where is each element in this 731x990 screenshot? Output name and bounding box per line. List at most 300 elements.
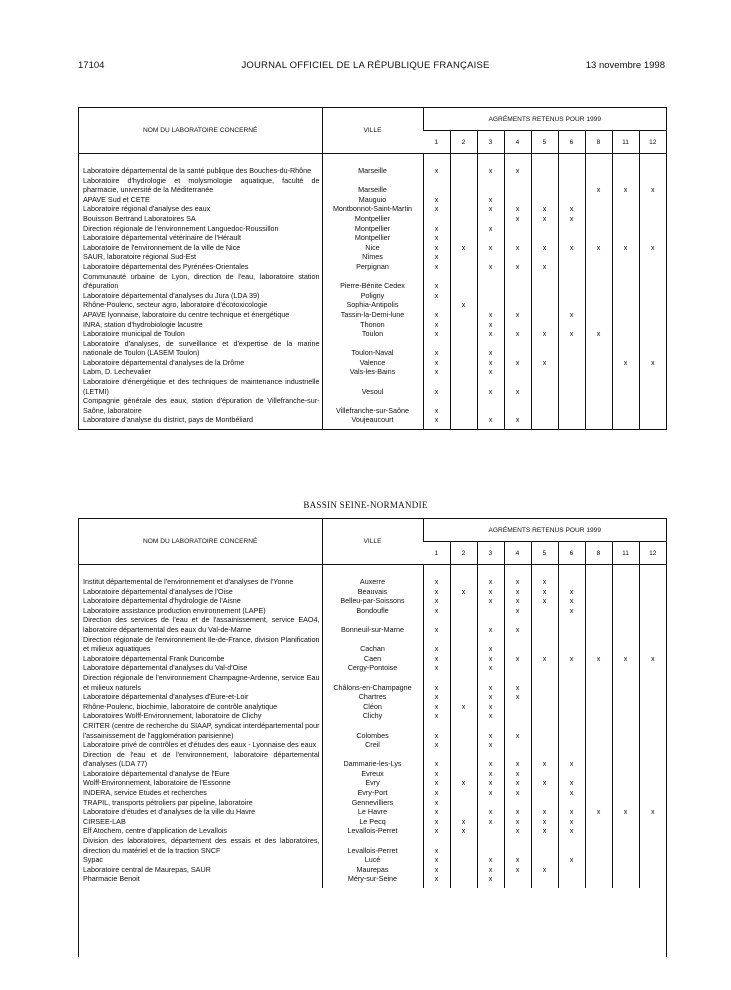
agrement-mark: x <box>531 865 558 875</box>
agrement-mark <box>585 750 612 769</box>
agrement-mark <box>639 214 666 224</box>
agrement-mark <box>558 396 585 415</box>
agrement-mark <box>639 262 666 272</box>
agrement-mark: x <box>423 836 450 855</box>
agrement-mark <box>639 224 666 234</box>
agrement-mark: x <box>477 262 504 272</box>
agrement-mark <box>612 855 639 865</box>
laboratory-city: Châlons-en-Champagne <box>322 673 423 692</box>
agrement-mark <box>477 606 504 616</box>
table-row <box>79 587 666 597</box>
agrement-mark <box>585 874 612 884</box>
table-row <box>79 740 666 750</box>
agrement-mark <box>612 673 639 692</box>
agrement-mark: x <box>585 243 612 253</box>
agrement-mark <box>585 320 612 330</box>
agrement-mark <box>639 320 666 330</box>
laboratory-name: Laboratoire départemental d'analyses de la Drôme <box>83 357 245 367</box>
agrement-mark: x <box>504 654 531 664</box>
agrement-mark: x <box>585 654 612 664</box>
agrement-mark <box>612 310 639 320</box>
laboratory-city: Méry-sur-Seine <box>322 874 423 884</box>
agrement-mark: x <box>558 788 585 798</box>
agrement-mark: x <box>558 243 585 253</box>
agrement-mark <box>639 606 666 616</box>
agrement-mark <box>504 272 531 291</box>
agrement-mark: x <box>639 807 666 817</box>
agrement-mark <box>531 224 558 234</box>
agrement-mark <box>477 272 504 291</box>
table-row <box>79 635 666 654</box>
table-row <box>79 721 666 740</box>
agrement-mark <box>639 692 666 702</box>
agrement-mark <box>477 176 504 195</box>
agrement-mark: x <box>639 654 666 664</box>
agrement-mark <box>504 291 531 301</box>
laboratory-city: Caen <box>322 654 423 664</box>
agrement-mark <box>450 654 477 664</box>
agrement-mark: x <box>477 339 504 358</box>
agrement-mark <box>558 262 585 272</box>
agrement-mark: x <box>558 214 585 224</box>
agrement-mark <box>585 577 612 587</box>
agrement-mark: x <box>477 654 504 664</box>
agrement-mark <box>612 711 639 721</box>
laboratory-name: Laboratoire d'énergétique et des techniques de maintenance industrielle (LETMI) <box>83 377 320 396</box>
agrement-mark <box>585 721 612 740</box>
agrement-mark <box>612 826 639 836</box>
agrement-mark: x <box>450 243 477 253</box>
laboratory-name: Pharmacie Benoit <box>83 874 140 884</box>
agrement-mark: x <box>504 577 531 587</box>
agrement-mark <box>477 396 504 415</box>
agrement-mark <box>558 224 585 234</box>
laboratory-name: Sypac <box>83 855 103 865</box>
agrement-mark: x <box>423 711 450 721</box>
agrement-mark <box>477 836 504 855</box>
agrement-mark: x <box>558 654 585 664</box>
agrement-mark <box>585 310 612 320</box>
agrement-mark <box>531 606 558 616</box>
section-title: BASSIN SEINE-NORMANDIE <box>303 500 428 510</box>
agrement-mark: x <box>639 243 666 253</box>
agrement-mark <box>450 233 477 243</box>
laboratory-city: Montpellier <box>322 224 423 234</box>
agrement-mark <box>639 817 666 827</box>
laboratory-city: Montpellier <box>322 233 423 243</box>
table-row <box>79 339 666 358</box>
agrement-mark <box>585 396 612 415</box>
table-row <box>79 272 666 291</box>
agrement-mark <box>504 176 531 195</box>
agrement-mark: x <box>531 587 558 597</box>
agrement-mark <box>585 769 612 779</box>
agrement-mark <box>585 711 612 721</box>
table-row <box>79 817 666 827</box>
column-header-ville: VILLE <box>322 519 423 565</box>
agrement-mark <box>450 320 477 330</box>
agrement-mark <box>450 750 477 769</box>
agrement-mark <box>612 252 639 262</box>
agrement-mark <box>585 195 612 205</box>
agrement-mark <box>639 396 666 415</box>
agrement-mark: x <box>423 195 450 205</box>
agrement-mark <box>450 214 477 224</box>
agrement-mark <box>504 252 531 262</box>
agrement-mark <box>612 769 639 779</box>
agrement-mark <box>531 176 558 195</box>
agrement-mark <box>477 252 504 262</box>
agrement-mark: x <box>477 865 504 875</box>
laboratory-name: Compagnie générale des eaux, station d'épuration de Villefranche-sur-Saône, laboratoire <box>83 396 320 415</box>
agrement-mark <box>639 673 666 692</box>
agrement-mark: x <box>504 377 531 396</box>
agrement-mark: x <box>423 740 450 750</box>
agrement-mark <box>612 596 639 606</box>
laboratory-city: Lucé <box>322 855 423 865</box>
agrement-mark: x <box>423 243 450 253</box>
agrement-mark <box>531 377 558 396</box>
agrement-mark <box>612 320 639 330</box>
agrement-mark: x <box>531 204 558 214</box>
agrement-number-header: 1 <box>423 542 450 565</box>
laboratory-city: Montpellier <box>322 214 423 224</box>
agrement-mark: x <box>423 826 450 836</box>
laboratory-city: Belleu-par-Soissons <box>322 596 423 606</box>
agrement-mark: x <box>477 320 504 330</box>
agrement-mark: x <box>504 788 531 798</box>
laboratory-city: Cachan <box>322 635 423 654</box>
agrement-mark: x <box>477 596 504 606</box>
agrement-mark: x <box>423 798 450 808</box>
agrement-mark <box>612 233 639 243</box>
agrement-mark <box>585 826 612 836</box>
agrement-mark: x <box>423 692 450 702</box>
agrement-mark <box>558 339 585 358</box>
laboratory-city: Auxerre <box>322 577 423 587</box>
agrement-mark <box>450 865 477 875</box>
agrement-number-header: 12 <box>639 131 666 154</box>
laboratory-name: Laboratoire départemental d'analyses d'Eure-et-Loir <box>83 692 249 702</box>
agrement-mark <box>558 673 585 692</box>
laboratory-city: Le Havre <box>322 807 423 817</box>
agrement-mark <box>531 711 558 721</box>
column-header-laboratoire: NOM DU LABORATOIRE CONCERNÉ <box>79 108 322 154</box>
table-row <box>79 204 666 214</box>
agrement-mark <box>639 798 666 808</box>
agrement-mark: x <box>423 673 450 692</box>
agrement-mark: x <box>477 224 504 234</box>
laboratory-name: Laboratoire de l'environnement de la ville de Nice <box>83 242 241 252</box>
agrement-mark <box>585 596 612 606</box>
agrement-mark <box>585 855 612 865</box>
agrement-mark: x <box>477 702 504 712</box>
laboratory-name: Laboratoire départemental d'analyse de l'Eure <box>83 768 230 778</box>
agrement-mark <box>531 769 558 779</box>
agrement-mark <box>639 855 666 865</box>
laboratory-city: Evreux <box>322 769 423 779</box>
agrement-mark: x <box>423 874 450 884</box>
laboratory-city: Valence <box>322 358 423 368</box>
agrement-mark: x <box>504 415 531 425</box>
laboratory-city: Poligny <box>322 291 423 301</box>
agrement-mark: x <box>477 204 504 214</box>
table-row <box>79 396 666 415</box>
agrement-mark <box>558 176 585 195</box>
agrement-mark <box>504 740 531 750</box>
agrement-mark: x <box>585 176 612 195</box>
agrement-mark <box>504 711 531 721</box>
agrement-mark: x <box>504 310 531 320</box>
laboratory-city: Maurepas <box>322 865 423 875</box>
agrement-mark: x <box>504 243 531 253</box>
agrement-mark <box>504 339 531 358</box>
laboratory-name: Laboratoire assistance production environnement (LAPE) <box>83 605 266 615</box>
agrement-mark <box>558 836 585 855</box>
agrement-mark <box>531 310 558 320</box>
agrement-mark: x <box>504 214 531 224</box>
laboratory-city: Villefranche-sur-Saône <box>322 396 423 415</box>
agrement-mark <box>612 377 639 396</box>
laboratory-city: Pierre-Bénite Cedex <box>322 272 423 291</box>
agrement-mark: x <box>423 367 450 377</box>
agrement-mark: x <box>531 358 558 368</box>
agrement-mark: x <box>423 778 450 788</box>
agrement-mark <box>612 195 639 205</box>
agrement-mark <box>639 329 666 339</box>
agrement-mark: x <box>558 817 585 827</box>
agrement-mark: x <box>423 262 450 272</box>
table-row <box>79 769 666 779</box>
agrement-mark <box>477 291 504 301</box>
agrement-mark <box>639 711 666 721</box>
agrement-mark: x <box>639 176 666 195</box>
laboratory-name: Direction régionale de l'environnement Champagne-Ardenne, service Eau et milieux naturels <box>83 672 320 692</box>
agrement-mark <box>450 272 477 291</box>
agrement-mark <box>450 358 477 368</box>
agrement-mark: x <box>477 358 504 368</box>
agrement-mark <box>450 692 477 702</box>
table-row <box>79 577 666 587</box>
agrement-mark: x <box>558 807 585 817</box>
agrement-mark <box>639 750 666 769</box>
agrement-mark <box>612 750 639 769</box>
agrement-mark: x <box>477 310 504 320</box>
agrement-mark <box>423 300 450 310</box>
laboratory-city: Bondoufle <box>322 606 423 616</box>
agrement-mark: x <box>423 377 450 396</box>
table-row <box>79 224 666 234</box>
agrement-mark: x <box>504 750 531 769</box>
agrement-mark <box>585 415 612 425</box>
agrement-mark: x <box>477 721 504 740</box>
table-row <box>79 310 666 320</box>
laboratory-name: APAVE Sud et CETE <box>83 194 150 204</box>
table-row <box>79 377 666 396</box>
agrement-mark <box>585 252 612 262</box>
agrement-mark <box>558 769 585 779</box>
agrement-mark: x <box>423 663 450 673</box>
laboratory-name: Laboratoire départemental des Pyrénées-Orientales <box>83 261 249 271</box>
agrement-mark <box>585 692 612 702</box>
agrement-mark: x <box>423 233 450 243</box>
agrement-mark: x <box>423 702 450 712</box>
agrement-mark: x <box>504 817 531 827</box>
laboratory-name: APAVE lyonnaise, laboratoire du centre technique et énergétique <box>83 309 290 319</box>
agrement-mark: x <box>423 224 450 234</box>
agrement-mark: x <box>477 329 504 339</box>
agrement-mark <box>531 396 558 415</box>
agrement-mark <box>504 300 531 310</box>
agrement-mark: x <box>504 596 531 606</box>
agrement-mark <box>450 615 477 634</box>
page-number: 17104 <box>78 60 105 71</box>
agrement-mark <box>504 874 531 884</box>
laboratory-city: Mauguio <box>322 195 423 205</box>
laboratory-name: Communauté urbaine de Lyon, direction de l'eau, laboratoire station d'épuration <box>83 271 320 291</box>
agrement-mark: x <box>477 769 504 779</box>
laboratory-city: Le Pecq <box>322 817 423 827</box>
agrement-mark <box>639 310 666 320</box>
laboratory-name: Direction régionale de l'environnement Languedoc-Roussillon <box>83 223 279 233</box>
agrement-mark <box>531 339 558 358</box>
agrement-mark <box>612 224 639 234</box>
table-row <box>79 606 666 616</box>
agrement-mark <box>477 826 504 836</box>
agrement-mark <box>504 702 531 712</box>
agrement-mark <box>450 721 477 740</box>
agrement-mark: x <box>423 166 450 176</box>
agrement-mark <box>612 577 639 587</box>
agrement-mark: x <box>423 291 450 301</box>
agrement-mark <box>531 367 558 377</box>
agrement-number-header: 8 <box>585 131 612 154</box>
agrement-mark <box>612 635 639 654</box>
agrement-mark <box>450 711 477 721</box>
table-row <box>79 596 666 606</box>
agrement-mark: x <box>531 778 558 788</box>
agrement-mark <box>558 865 585 875</box>
agrement-mark: x <box>450 300 477 310</box>
agrement-mark <box>585 606 612 616</box>
agrement-mark: x <box>423 577 450 587</box>
agrement-mark <box>612 798 639 808</box>
agrement-mark: x <box>504 615 531 634</box>
table-row <box>79 367 666 377</box>
laboratory-name: Rhône-Poulenc, biochimie, laboratoire de contrôle analytique <box>83 701 278 711</box>
agrement-mark: x <box>585 329 612 339</box>
agrement-mark <box>639 826 666 836</box>
agrement-mark <box>450 396 477 415</box>
agrement-mark <box>450 262 477 272</box>
agrement-mark <box>531 673 558 692</box>
agrement-mark: x <box>531 329 558 339</box>
agrement-mark <box>558 740 585 750</box>
laboratory-name: SAUR, laboratoire régional Sud-Est <box>83 252 197 262</box>
column-header-laboratoire: NOM DU LABORATOIRE CONCERNÉ <box>79 519 322 565</box>
agrement-mark <box>612 606 639 616</box>
agrement-mark <box>450 635 477 654</box>
agrement-mark: x <box>423 606 450 616</box>
agrement-mark: x <box>477 615 504 634</box>
agrement-mark: x <box>531 577 558 587</box>
laboratory-name: Laboratoire d'analyses, de surveillance et d'expertise de la marine nationale de Toulon (LASEM Toulon) <box>83 338 320 358</box>
agrement-mark: x <box>504 673 531 692</box>
agrement-mark <box>585 367 612 377</box>
agrement-mark: x <box>423 329 450 339</box>
agrement-mark <box>585 214 612 224</box>
agrement-mark: x <box>612 176 639 195</box>
agrement-mark <box>585 339 612 358</box>
agrement-mark <box>558 577 585 587</box>
agrement-mark <box>612 778 639 788</box>
agrement-mark <box>585 262 612 272</box>
agrement-mark <box>585 778 612 788</box>
agrement-mark <box>639 740 666 750</box>
agrement-mark: x <box>477 635 504 654</box>
agrement-mark <box>585 836 612 855</box>
agrement-mark <box>531 788 558 798</box>
laboratory-city: Marseille <box>322 176 423 195</box>
laboratory-name: Laboratoire privé de contrôles et d'études des eaux - Lyonnaise des eaux <box>83 740 317 750</box>
laboratory-name: Laboratoire départemental d'hydrologie de l'Aisne <box>83 596 241 606</box>
laboratory-city: Vals-les-Bains <box>322 367 423 377</box>
agrement-mark <box>612 166 639 176</box>
laboratory-name: INRA, station d'hydrobiologie lacustre <box>83 319 203 329</box>
table-row <box>79 329 666 339</box>
agrement-mark <box>558 252 585 262</box>
agrement-mark <box>450 596 477 606</box>
agrement-mark <box>639 339 666 358</box>
agrement-mark <box>531 702 558 712</box>
agrement-mark <box>639 769 666 779</box>
agrement-mark <box>450 339 477 358</box>
agrement-mark <box>612 367 639 377</box>
laboratory-name: Laboratoire départemental vétérinaire de l'Hérault <box>83 233 241 243</box>
agrement-mark: x <box>477 750 504 769</box>
table-row <box>79 778 666 788</box>
agrement-mark <box>612 329 639 339</box>
table-row <box>79 214 666 224</box>
table-row <box>79 300 666 310</box>
agrement-mark: x <box>477 415 504 425</box>
agrement-mark <box>450 855 477 865</box>
table-row <box>79 252 666 262</box>
agrement-mark: x <box>423 596 450 606</box>
laboratory-city: Dammarie-les-Lys <box>322 750 423 769</box>
laboratory-city: Toulon <box>322 329 423 339</box>
laboratory-name: Direction des services de l'eau et de l'assainissement, service EAO4, laboratoire départemental des eaux du Val-de-Marne <box>83 615 320 634</box>
table-row <box>79 166 666 176</box>
agrement-mark: x <box>423 320 450 330</box>
agrement-mark <box>558 711 585 721</box>
agrement-mark <box>450 377 477 396</box>
agrement-mark <box>450 166 477 176</box>
agrement-mark <box>612 272 639 291</box>
agrement-mark: x <box>531 750 558 769</box>
agrement-mark <box>450 415 477 425</box>
laboratory-city: Evry <box>322 778 423 788</box>
agrement-mark: x <box>423 587 450 597</box>
agrement-mark: x <box>504 721 531 740</box>
agrement-mark <box>450 836 477 855</box>
laboratory-name: Laboratoire d'hydrologie et molysmologie aquatique, faculté de pharmacie, université de la Méditerranée <box>83 175 320 195</box>
agrement-mark: x <box>423 339 450 358</box>
agrement-mark <box>585 663 612 673</box>
agrement-mark: x <box>504 692 531 702</box>
laboratory-name: Laboratoire d'études et d'analyses de la ville du Havre <box>83 807 256 817</box>
agrement-mark: x <box>477 692 504 702</box>
